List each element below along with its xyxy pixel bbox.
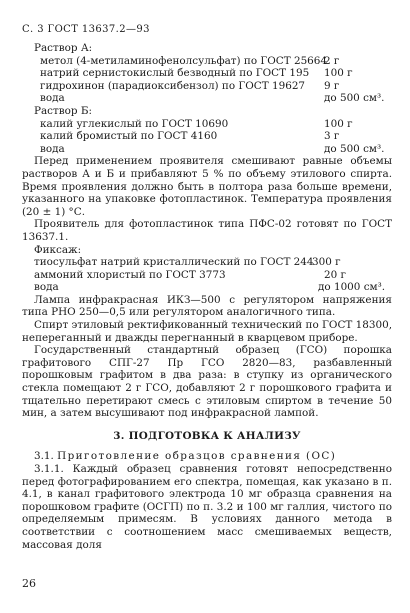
paragraph-lamp: Лампа инфракрасная ИКЗ—500 с регулятором напряжения типа РНО 250—0,5 или регулятором аналогичного типа.: [22, 293, 392, 319]
item-value: 100 г: [324, 67, 353, 80]
list-item: [34, 67, 392, 80]
subsection-number: 3.1.: [34, 450, 54, 463]
list-item: [34, 281, 392, 294]
page-header: С. 3 ГОСТ 13637.2—93: [22, 24, 150, 35]
list-item: [34, 143, 392, 156]
section-heading: 3. ПОДГОТОВКА К АНАЛИЗУ: [113, 429, 301, 442]
subsection-title: Приготовление образцов сравнения (ОС): [57, 450, 337, 463]
solution-a-block: [34, 42, 392, 105]
item-name: гидрохинон (парадиоксибензол) по ГОСТ 19627: [40, 79, 306, 92]
paragraph-gso: Государственный стандартный образец (ГСО) порошка графитового СПГ-27 Пр ГСО 2820—83, разбавленный порошковым графитом в два раза: в ступку из органического стекла помещают 2 г ГСО, добавляют 2 г порошкового графита и тщательно перетирают смесь с этиловым спиртом в течение 50 мин, а затем высушивают под инфракрасной лампой.: [22, 344, 392, 420]
item-name: вода: [40, 92, 65, 105]
solution-b-title: Раствор Б:: [34, 104, 92, 117]
solution-a-title: Раствор А:: [34, 42, 93, 54]
paragraph-developer: Перед применением проявителя смешивают равные объемы растворов А и Б и прибавляют 5 % по объему этилового спирта. Время проявления должно быть в полтора раза больше времени, указанного на упаковке фотопластинок. Температура проявления (20 ± 1) °С.: [22, 155, 392, 218]
item-value: 300 г: [312, 256, 341, 269]
item-name: калий бромистый по ГОСТ 4160: [40, 130, 218, 143]
item-value: до 1000 см³.: [318, 281, 386, 294]
item-value: 9 г: [324, 79, 340, 92]
subsection-heading: [22, 450, 392, 463]
item-name: вода: [40, 142, 65, 155]
item-value: 2 г: [324, 54, 340, 67]
list-item: [34, 80, 392, 93]
list-item: [34, 118, 392, 131]
item-value: до 500 см³.: [324, 142, 385, 155]
list-item: [34, 130, 392, 143]
paragraph-text: Каждый образец сравнения готовят непосредственно перед фотографированием его спектра, помещая, как указано в п. 4.1, в канал графитового электрода 10 мг образца сравнения на порошковом графите (ОСГП) по п. 3.2 и 100 мг галлия, чистого по определяемым примесям. В условиях данного метода в соответствии с соотношением масс смешиваемых веществ, массовая доля: [22, 463, 392, 551]
paragraph-3-1-1: [22, 463, 392, 551]
list-item: [34, 55, 392, 68]
item-value: до 500 см³.: [324, 92, 385, 105]
fixer-block: [34, 244, 392, 294]
list-item: [34, 92, 392, 105]
paragraph-spirit: Спирт этиловый ректификованный технический по ГОСТ 18300, непереганный и дважды перегнанный в кварцевом приборе.: [22, 319, 392, 344]
list-item: [34, 256, 392, 269]
fixer-title: Фиксаж:: [34, 243, 82, 256]
item-value: 3 г: [324, 130, 340, 143]
item-name: тиосульфат натрий кристаллический по ГОСТ 244: [34, 256, 314, 269]
item-value: 100 г: [324, 117, 353, 130]
paragraph-developer-2: Проявитель для фотопластинок типа ПФС-02 готовят по ГОСТ 13637.1.: [22, 218, 392, 243]
item-name: натрий сернистокислый безводный по ГОСТ 195: [40, 67, 310, 80]
paragraph-number: 3.1.1.: [34, 463, 64, 475]
solution-b-block: [34, 105, 392, 155]
item-name: калий углекислый по ГОСТ 10690: [40, 117, 229, 130]
item-value: 20 г: [324, 268, 346, 281]
document-page: [22, 24, 392, 551]
list-item: [34, 269, 392, 282]
item-name: аммоний хлористый по ГОСТ 3773: [34, 268, 226, 281]
item-name: метол (4-метиламинофенолсульфат) по ГОСТ 25664: [40, 54, 328, 67]
page-number: 26: [22, 577, 36, 590]
item-name: вода: [34, 281, 59, 294]
